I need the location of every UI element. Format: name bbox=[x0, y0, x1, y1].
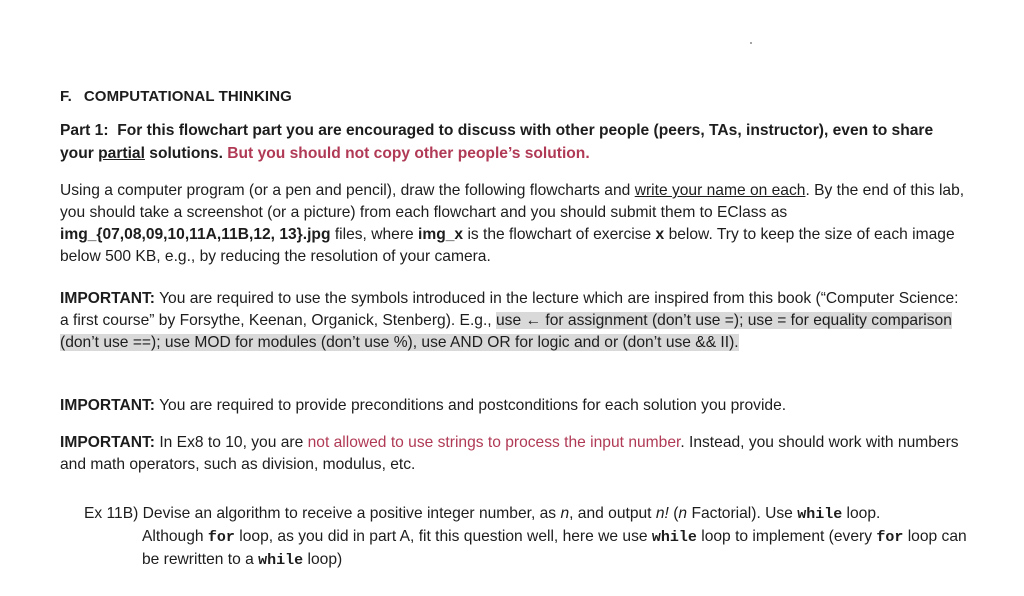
exercise-text-2: , and output bbox=[569, 505, 652, 522]
instructions-paragraph bbox=[60, 180, 965, 268]
important-strings-text: In Ex8 to 10, you are bbox=[159, 434, 304, 451]
x-term: x bbox=[655, 226, 665, 243]
section-title: COMPUTATIONAL THINKING bbox=[83, 88, 292, 105]
important-strings-paragraph bbox=[60, 432, 965, 476]
part1-text-end: solutions. bbox=[149, 145, 223, 162]
instructions-text-2: . By the end of this lab, you should take a screenshot (or a picture) from each flowchart and you should submit them to EClass as bbox=[60, 182, 965, 221]
part1-text: For this flowchart part you are encouraged to discuss with other people (peers, TAs, instructor), even to share your bbox=[60, 122, 934, 162]
important-symbols-text: You are required to use the symbols introduced in the lecture which are inspired from this book (“Computer Science: a first course” by Forsythe, Keenan, Organick, Stenberg). E.g., bbox=[60, 290, 959, 329]
important-conditions-paragraph bbox=[60, 395, 965, 417]
important-label: IMPORTANT: bbox=[60, 397, 155, 414]
important-label: IMPORTANT: bbox=[60, 290, 155, 307]
part1-label: Part 1: bbox=[60, 122, 109, 139]
not-allowed-strings-warning: not allowed to use strings to process the input number bbox=[307, 434, 681, 451]
exercise-text: Devise an algorithm to receive a positive integer number, as bbox=[142, 505, 557, 522]
exercise-text-6: loop, as you did in part A, fit this question well, here we use bbox=[239, 528, 648, 545]
section-heading bbox=[60, 86, 965, 108]
write-name-underlined: write your name on each bbox=[634, 182, 806, 199]
img-x-term: img_x bbox=[418, 226, 464, 243]
exercise-text-5: Although bbox=[142, 528, 204, 545]
scan-speck bbox=[750, 42, 752, 44]
filename-pattern: img_{07,08,09,10,11A,11B,12, 13}.jpg bbox=[60, 226, 331, 243]
exercise-text-3: Factorial). Use bbox=[691, 505, 793, 522]
instructions-text-5: below. Try to keep the size of each image below 500 KB, e.g., by reducing the resolution of your camera. bbox=[60, 226, 955, 265]
keyword-for: for bbox=[207, 529, 235, 546]
part1-paragraph bbox=[60, 119, 965, 165]
keyword-for: for bbox=[876, 529, 904, 546]
part1-warning: But you should not copy other people’s solution. bbox=[227, 145, 590, 162]
highlighted-symbol-rules: use ← for assignment (don’t use =); use = for equality comparison (don’t use ==); use MOD for modules (don’t use %), use AND OR for logic and or (don’t use && II). bbox=[60, 312, 952, 351]
keyword-while: while bbox=[651, 529, 697, 546]
var-n: n bbox=[678, 505, 688, 522]
var-n: n bbox=[560, 505, 570, 522]
instructions-text-3: files, where bbox=[334, 226, 414, 243]
instructions-text-4: is the flowchart of exercise bbox=[467, 226, 652, 243]
exercise-text-7: loop to implement (every bbox=[701, 528, 872, 545]
exercise-11b bbox=[84, 503, 974, 572]
important-strings-text-2: . Instead, you should work with numbers and math operators, such as division, modulus, etc. bbox=[60, 434, 959, 473]
keyword-while: while bbox=[797, 506, 843, 523]
section-letter: F. bbox=[60, 88, 72, 105]
important-label: IMPORTANT: bbox=[60, 434, 155, 451]
important-symbols-paragraph bbox=[60, 288, 965, 354]
exercise-text-8: loop can be rewritten to a bbox=[142, 528, 967, 568]
exercise-label: Ex 11B) bbox=[84, 505, 139, 522]
instructions-text: Using a computer program (or a pen and pencil), draw the following flowcharts and bbox=[60, 182, 631, 199]
exercise-text-9: loop) bbox=[307, 551, 343, 568]
paren-open: ( bbox=[673, 505, 679, 522]
exercise-text-4: loop. bbox=[846, 505, 881, 522]
var-n-factorial: n! bbox=[655, 505, 669, 522]
important-conditions-text: You are required to provide preconditions and postconditions for each solution you provide. bbox=[159, 397, 787, 414]
partial-word: partial bbox=[98, 145, 145, 162]
keyword-while: while bbox=[258, 552, 304, 569]
